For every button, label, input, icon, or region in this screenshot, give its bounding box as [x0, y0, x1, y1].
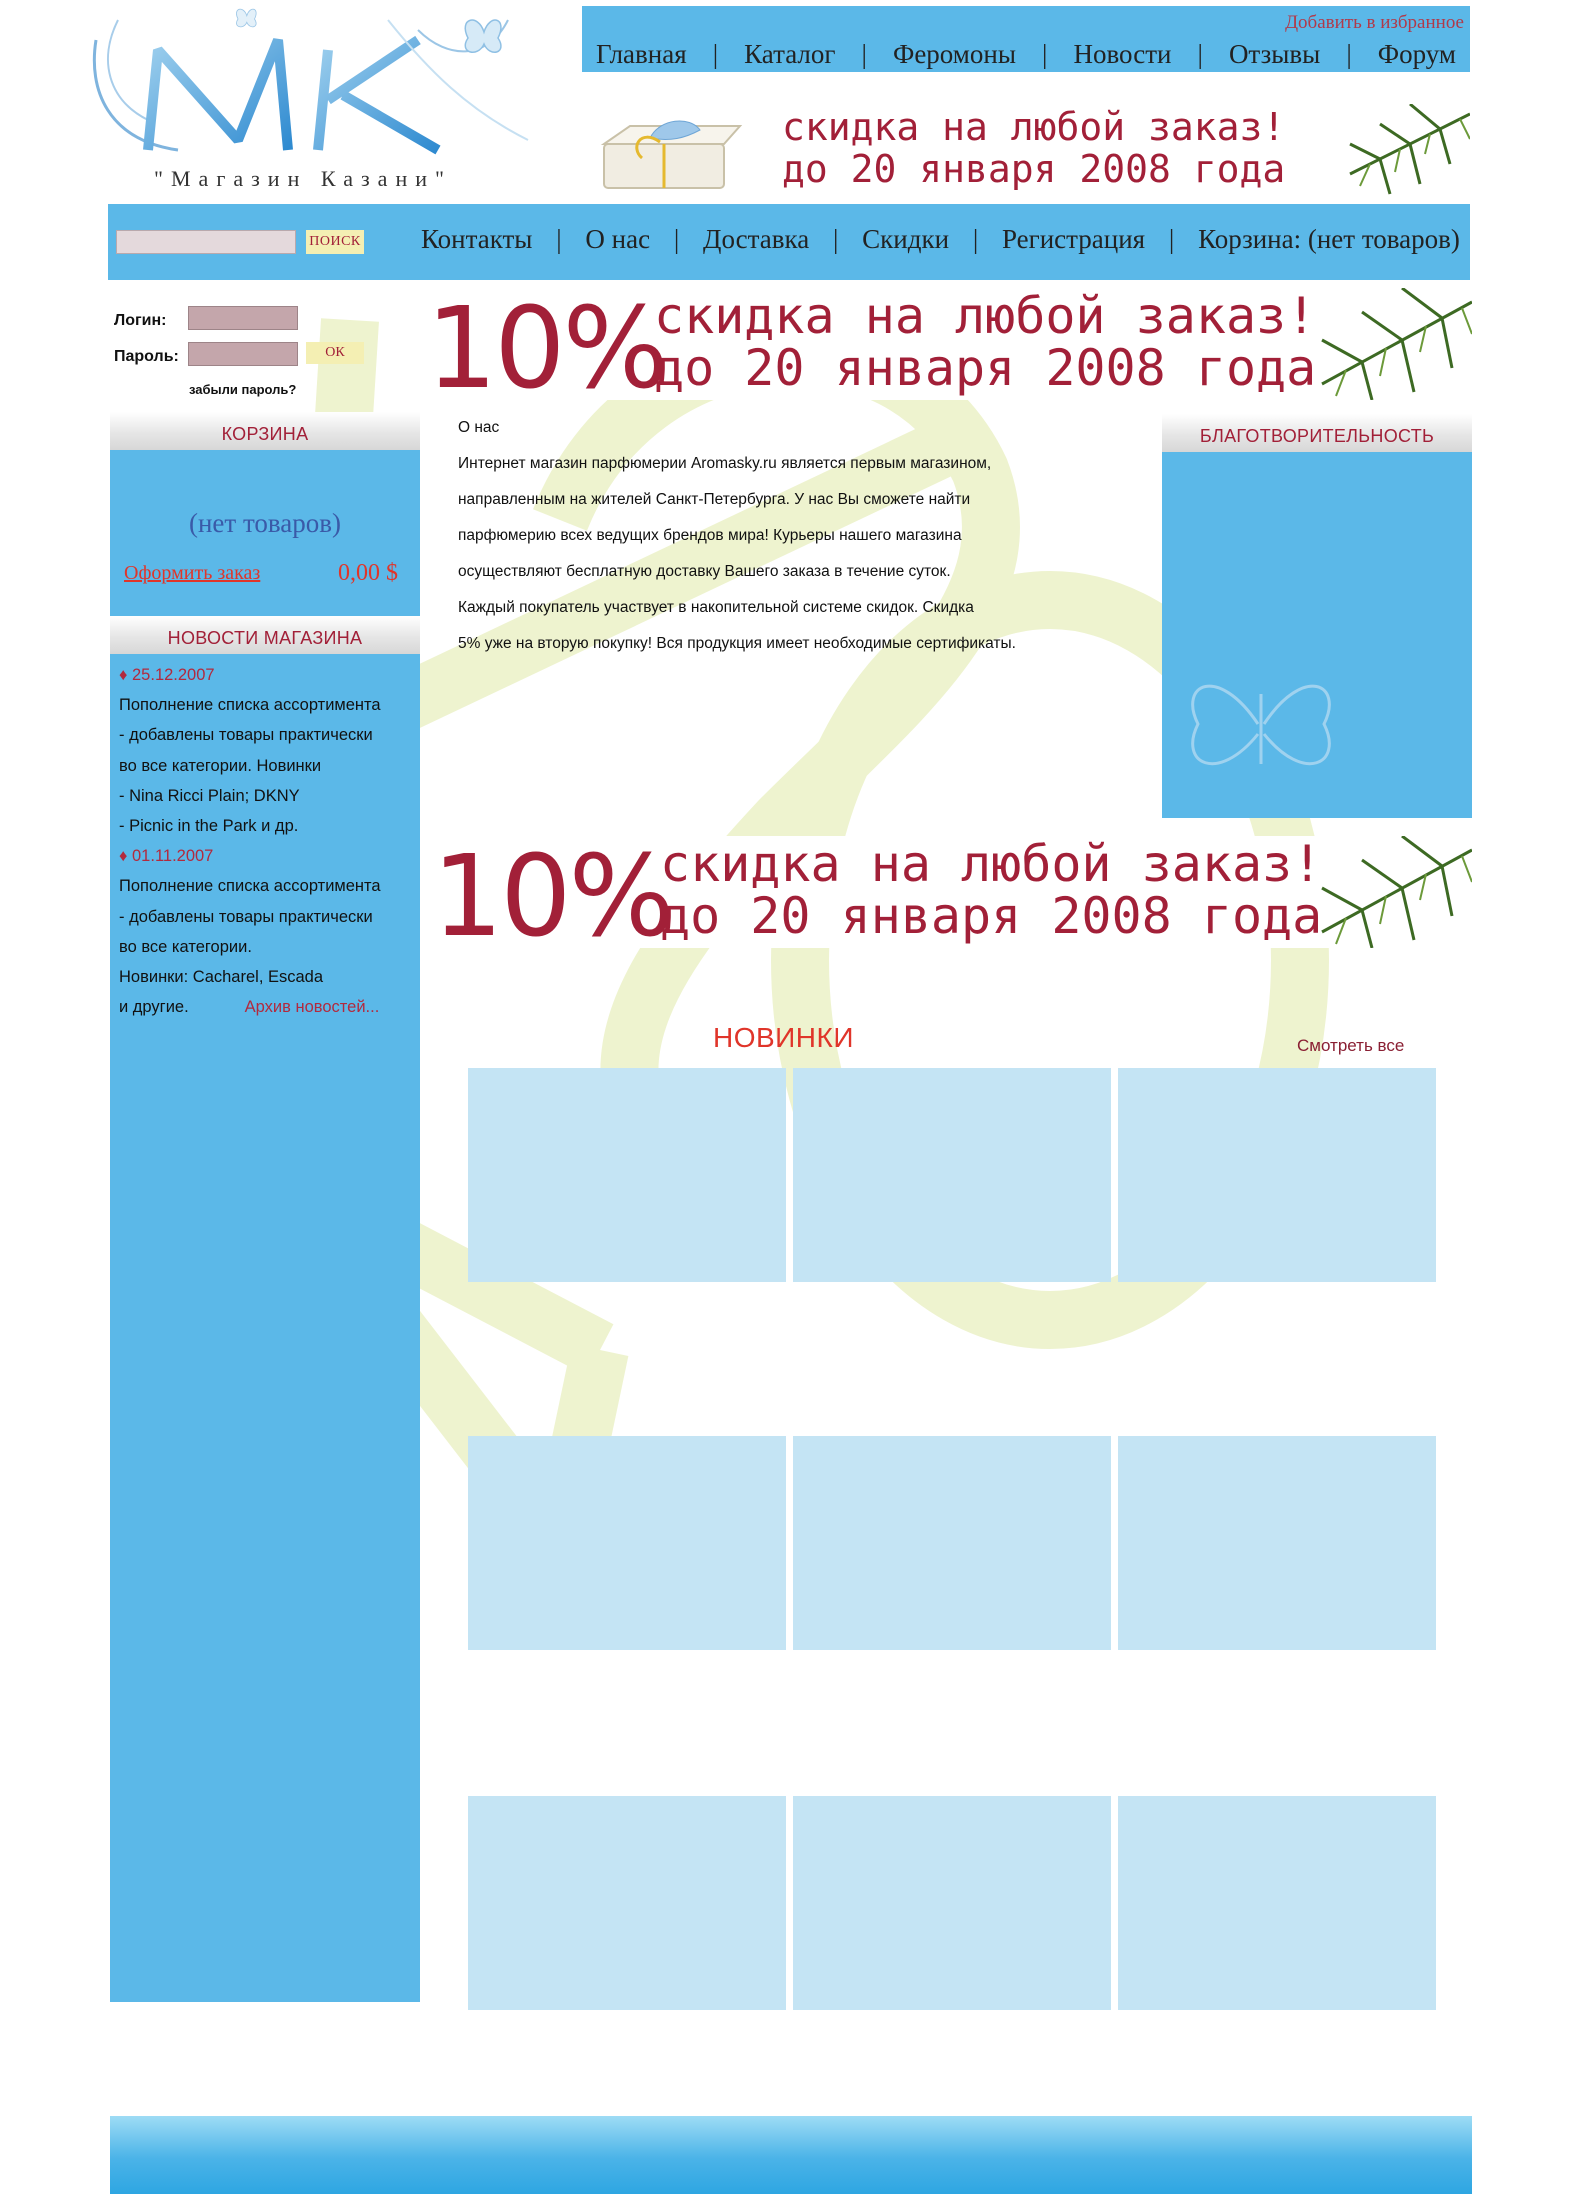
news-text-line: и другие.	[119, 998, 189, 1017]
butterfly-icon	[1178, 654, 1348, 794]
promo-percent: 10%	[426, 288, 666, 400]
header-promo-banner[interactable]	[582, 104, 1470, 196]
nav-item-reviews[interactable]: Отзывы	[1228, 39, 1321, 69]
page-footer	[110, 2116, 1472, 2194]
secondary-nav-menu	[421, 224, 1460, 255]
nav-item-pheromones[interactable]: Феромоны	[892, 39, 1016, 69]
nav-item-about[interactable]: О нас	[585, 224, 651, 254]
left-sidebar	[110, 412, 420, 2002]
login-label: Логин:	[114, 312, 167, 329]
nav-separator: |	[556, 224, 562, 254]
about-text-line: Интернет магазин парфюмерии Aromasky.ru является первым магазином,	[458, 455, 992, 472]
about-text-line: осуществляют бесплатную доставку Вашего заказа в течение суток.	[458, 563, 951, 580]
nav-separator: |	[1168, 224, 1175, 254]
login-field[interactable]	[188, 306, 298, 330]
product-tile[interactable]	[793, 1796, 1111, 2010]
nav-separator: |	[861, 39, 867, 69]
gift-box-icon	[590, 108, 750, 194]
news-text-line: - Picnic in the Park и др.	[119, 817, 299, 836]
cart-total: 0,00 $	[338, 560, 398, 586]
nav-item-delivery[interactable]: Доставка	[703, 224, 810, 254]
logo-caption: "Магазин Казани"	[154, 166, 452, 191]
nav-item-cart[interactable]: Корзина: (нет товаров)	[1198, 224, 1460, 254]
about-text-line: направленным на жителей Санкт-Петербурга. У нас Вы сможете найти	[458, 491, 971, 508]
about-text-line: Каждый покупатель участвует в накопительной системе скидок. Скидка	[458, 599, 974, 616]
cart-header: КОРЗИНА	[110, 412, 420, 450]
about-section	[458, 410, 1098, 662]
search-input[interactable]	[116, 230, 296, 254]
news-text-line: - добавлены товары практически	[119, 726, 373, 745]
news-archive-link[interactable]: Архив новостей...	[244, 998, 380, 1017]
product-tile[interactable]	[468, 1436, 786, 1650]
fir-branch-icon	[1302, 836, 1472, 948]
about-text-line: 5% уже на вторую покупку! Вся продукция имеет необходимые сертификаты.	[458, 635, 1016, 652]
see-all-link[interactable]: Смотреть все	[1297, 1036, 1405, 1055]
checkout-link[interactable]: Оформить заказ	[124, 562, 261, 584]
nav-separator: |	[832, 224, 839, 254]
nav-separator: |	[1197, 39, 1203, 69]
promo-line-2: до 20 января 2008 года	[654, 339, 1317, 397]
add-to-favorites-link[interactable]: Добавить в избранное	[1285, 12, 1464, 33]
about-text-line: парфюмерию всех ведущих брендов мира! Курьеры нашего магазина	[458, 527, 962, 544]
nav-separator: |	[1346, 39, 1352, 69]
product-tile[interactable]	[468, 1068, 786, 1282]
product-tile[interactable]	[1118, 1068, 1436, 1282]
top-nav-menu	[582, 39, 1470, 70]
nav-separator: |	[1042, 39, 1048, 69]
product-tile[interactable]	[793, 1068, 1111, 1282]
login-form	[108, 300, 418, 408]
cart-empty-text: (нет товаров)	[188, 508, 342, 538]
fir-branch-icon	[1302, 288, 1472, 400]
news-text-line: Новинки: Cacharel, Escada	[119, 968, 324, 987]
new-arrivals-title: НОВИНКИ	[713, 1022, 854, 1053]
charity-header: БЛАГОТВОРИТЕЛЬНОСТЬ	[1162, 414, 1472, 452]
secondary-navigation	[108, 204, 1470, 280]
product-tile[interactable]	[1118, 1796, 1436, 2010]
nav-separator: |	[712, 39, 719, 69]
promo-line-1: скидка на любой заказ!	[654, 288, 1317, 345]
forgot-password-link[interactable]: забыли пароль?	[189, 382, 297, 397]
banner-line-2: до 20 января 2008 года	[782, 147, 1286, 191]
news-date: ♦ 25.12.2007	[119, 666, 215, 684]
promo-percent: 10%	[432, 836, 672, 948]
nav-item-registration[interactable]: Регистрация	[1002, 224, 1146, 254]
nav-item-contacts[interactable]: Контакты	[421, 224, 533, 254]
password-label: Пароль:	[114, 348, 179, 365]
nav-separator: |	[972, 224, 979, 254]
news-date: ♦ 01.11.2007	[119, 847, 214, 866]
news-text-line: Пополнение списка ассортимента	[119, 696, 381, 715]
news-list	[119, 660, 419, 1022]
news-last-line	[119, 992, 419, 1022]
charity-block	[1162, 414, 1472, 818]
top-navigation	[582, 6, 1470, 72]
product-tile[interactable]	[793, 1436, 1111, 1650]
nav-item-catalog[interactable]: Каталог	[744, 39, 836, 69]
promo-banner-middle[interactable]	[432, 836, 1472, 948]
fir-branch-icon	[1330, 104, 1470, 196]
search-button[interactable]: ПОИСК	[306, 230, 364, 254]
nav-item-home[interactable]: Главная	[596, 39, 687, 69]
promo-line-2: до 20 января 2008 года	[660, 887, 1323, 945]
nav-item-forum[interactable]: Форум	[1377, 39, 1456, 69]
promo-line-1: скидка на любой заказ!	[660, 836, 1323, 893]
banner-line-1: скидка на любой заказ!	[782, 105, 1286, 149]
product-tile[interactable]	[1118, 1436, 1436, 1650]
nav-item-news[interactable]: Новости	[1073, 39, 1172, 69]
news-text-line: Пополнение списка ассортимента	[119, 877, 381, 896]
login-submit-button[interactable]: ОК	[306, 342, 364, 364]
promo-banner-top[interactable]	[426, 288, 1472, 400]
news-text-line: - Nina Ricci Plain; DKNY	[119, 786, 300, 805]
product-tile[interactable]	[468, 1796, 786, 2010]
nav-separator: |	[673, 224, 680, 254]
news-text-line: во все категории. Новинки	[119, 756, 322, 775]
news-text-line: - добавлены товары практически	[119, 907, 373, 926]
nav-item-discounts[interactable]: Скидки	[862, 224, 950, 254]
password-field[interactable]	[188, 342, 298, 366]
about-title: О нас	[458, 419, 500, 436]
news-header: НОВОСТИ МАГАЗИНА	[110, 616, 420, 654]
news-text-line: во все категории.	[119, 937, 252, 956]
